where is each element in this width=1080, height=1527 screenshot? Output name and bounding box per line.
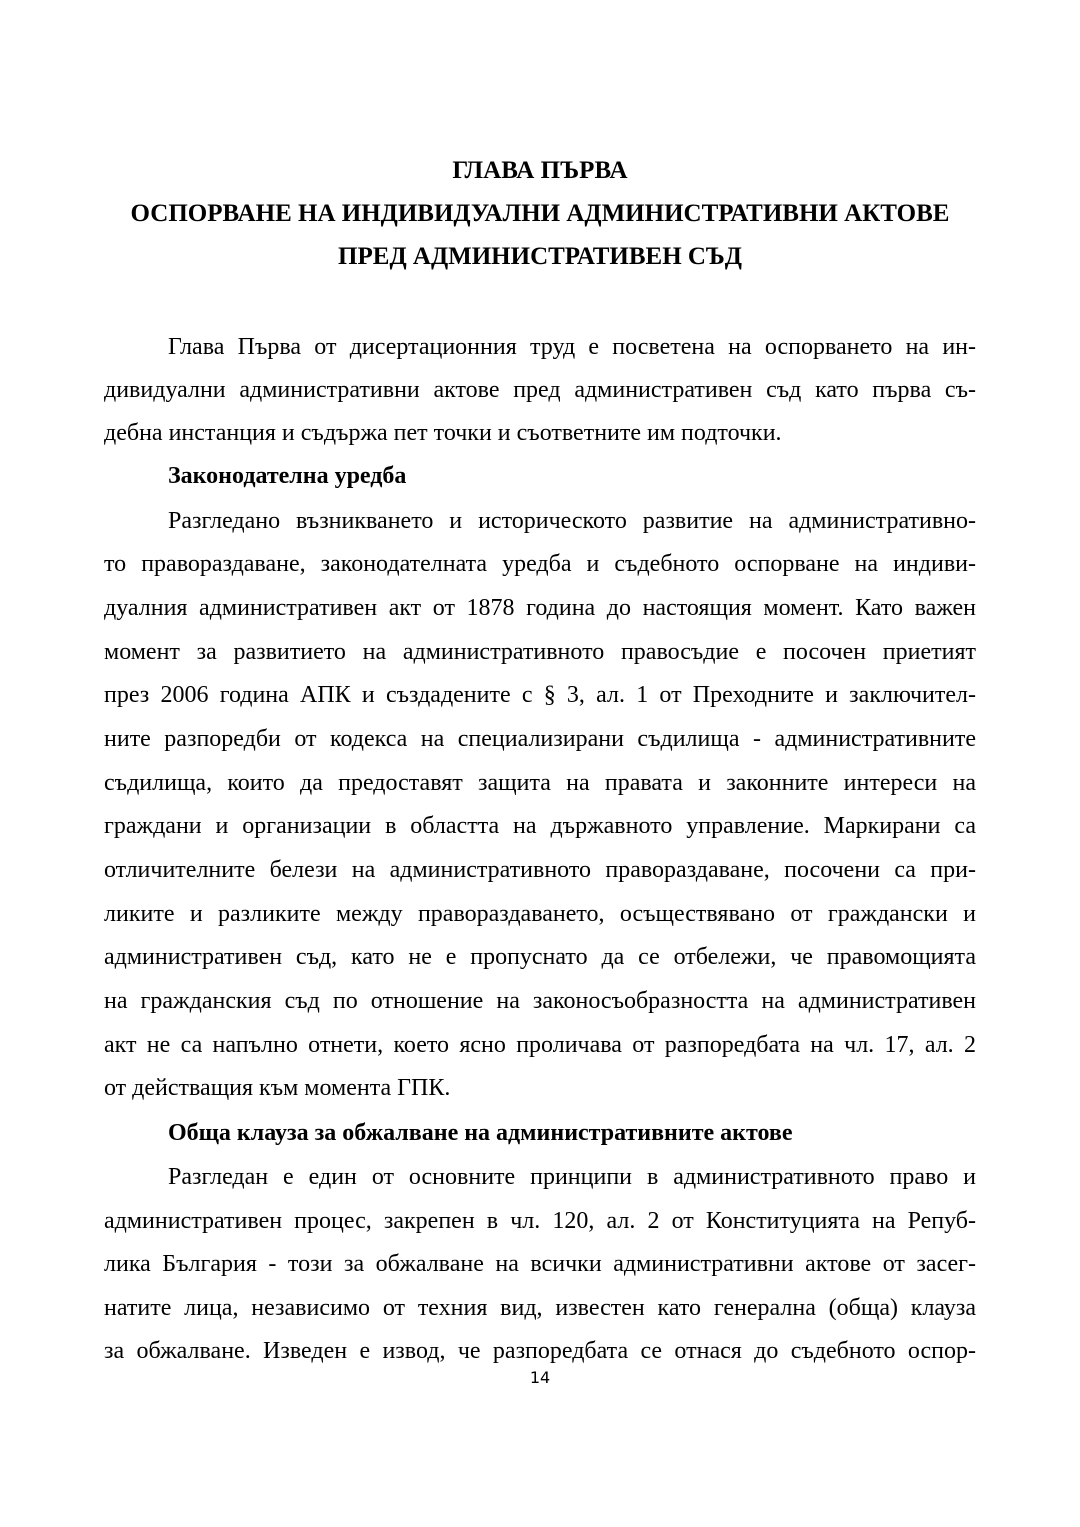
- page-number: 14: [529, 1368, 551, 1387]
- body-line: през 2006 година АПК и създадените с § 3, ал. 1 от Преходните и заключител-: [104, 682, 976, 708]
- intro-line: дивидуални административни актове пред административен съд като първа съ-: [104, 377, 976, 403]
- body-line: административен съд, като не е пропуснато да се отбележи, че правомощията: [104, 944, 976, 970]
- intro-line: дебна инстанция и съдържа пет точки и съответните им подточки.: [104, 420, 782, 446]
- body-line: дуалния административен акт от 1878 година до настоящия момент. Като важен: [104, 595, 976, 621]
- body-line: за обжалване. Изведен е извод, че разпоредбата се отнася до съдебното оспор-: [104, 1338, 976, 1364]
- chapter-subtitle-line-1: ОСПОРВАНЕ НА ИНДИВИДУАЛНИ АДМИНИСТРАТИВНИ АКТОВЕ: [130, 200, 950, 227]
- body-line: ликите и разликите между правораздаването, осъществявано от граждански и: [104, 901, 976, 927]
- body-line: то правораздаване, законодателната уредба и съдебното оспорване на индиви-: [104, 551, 976, 577]
- body-line: Разгледан е един от основните принципи в административното право и: [168, 1164, 976, 1190]
- body-line: граждани и организации в областта на държавното управление. Маркирани са: [104, 813, 976, 839]
- body-line: лика България - този за обжалване на всички административни актове от засег-: [104, 1251, 976, 1277]
- body-line: от действащия към момента ГПК.: [104, 1075, 451, 1101]
- body-line: на гражданския съд по отношение на законосъобразността на административен: [104, 988, 976, 1014]
- body-line: акт не са напълно отнети, което ясно проличава от разпоредбата на чл. 17, ал. 2: [104, 1032, 976, 1058]
- section-heading-legislation: Законодателна уредба: [168, 463, 407, 489]
- body-line: ните разпоредби от кодекса на специализирани съдилища - административните: [104, 726, 976, 752]
- intro-line: Глава Първа от дисертационния труд е посветена на оспорването на ин-: [168, 334, 976, 360]
- body-line: момент за развитието на административното правосъдие е посочен приетият: [104, 639, 976, 665]
- body-line: отличителните белези на административното правораздаване, посочени са при-: [104, 857, 976, 883]
- chapter-title: ГЛАВА ПЪРВА: [452, 157, 628, 184]
- body-line: Разгледано възникването и историческото развитие на административно-: [168, 508, 976, 534]
- body-line: административен процес, закрепен в чл. 120, ал. 2 от Конституцията на Репуб-: [104, 1208, 976, 1234]
- chapter-subtitle-line-2: ПРЕД АДМИНИСТРАТИВЕН СЪД: [338, 243, 742, 270]
- body-line: натите лица, независимо от техния вид, известен като генерална (обща) клауза: [104, 1295, 976, 1321]
- body-line: съдилища, които да предоставят защита на правата и законните интереси на: [104, 770, 976, 796]
- section-heading-general-clause: Обща клауза за обжалване на административните актове: [168, 1120, 793, 1146]
